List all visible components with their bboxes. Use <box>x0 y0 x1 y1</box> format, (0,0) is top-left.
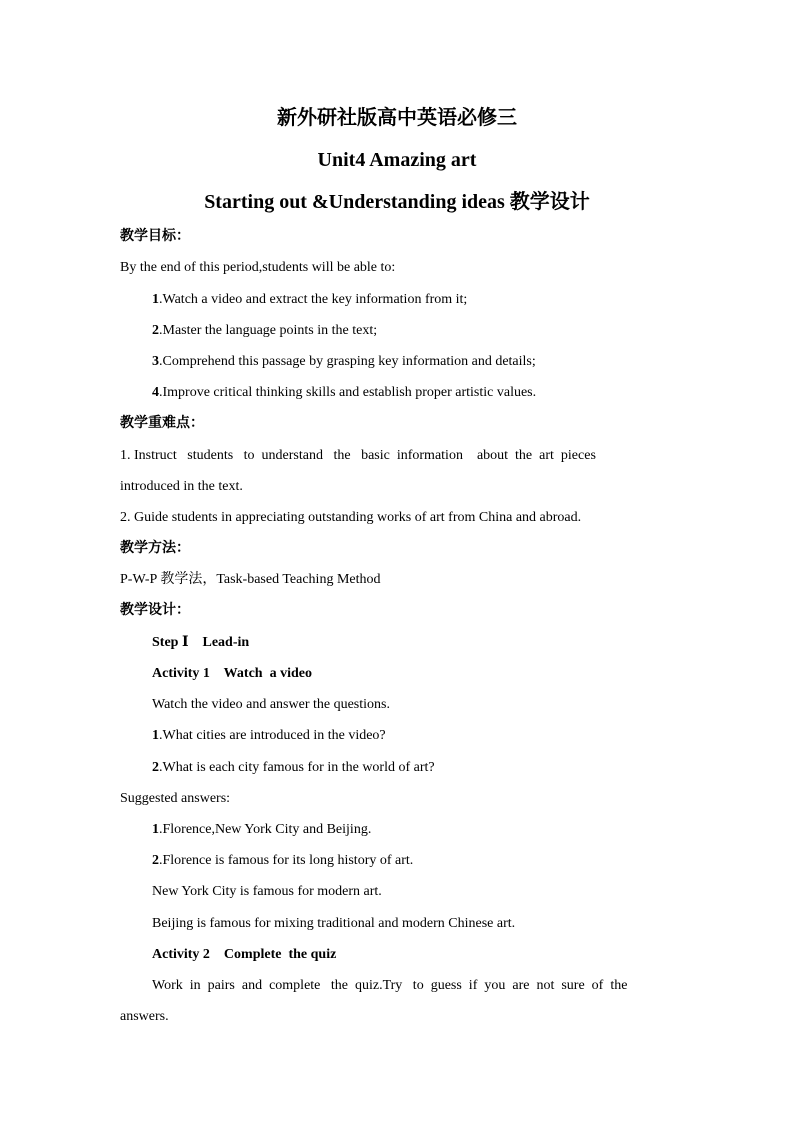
objective-item <box>152 353 536 371</box>
activity-2-instruction-line-1: Work in pairs and complete the quiz.Try to guess if you are not sure of the <box>152 978 628 993</box>
step-heading: Step Ⅰ Lead-in <box>152 635 250 650</box>
document-title-chinese: 新外研社版高中英语必修三 <box>277 107 517 129</box>
objective-number: 3 <box>152 354 159 369</box>
methods-heading: 教学方法： <box>120 541 190 556</box>
question-item <box>152 759 435 777</box>
objectives-heading: 教学目标： <box>120 229 190 244</box>
objective-text: .Watch a video and extract the key information from it; <box>159 292 468 307</box>
activity-1-heading: Activity 1 Watch a video <box>152 666 312 681</box>
objective-item <box>152 384 536 402</box>
key-point-item-2: 2. Guide students in appreciating outstanding works of art from China and abroad. <box>120 510 582 525</box>
answer-number: 1 <box>152 822 159 837</box>
activity-2-instruction-line-2: answers. <box>120 1009 169 1024</box>
activity-2-heading: Activity 2 Complete the quiz <box>152 947 337 962</box>
key-point-item-1-line-2: introduced in the text. <box>120 479 243 494</box>
answer-beijing: Beijing is famous for mixing traditional and modern Chinese art. <box>152 916 516 931</box>
objective-text: .Master the language points in the text; <box>159 323 378 338</box>
objective-item <box>152 322 377 340</box>
methods-text: P-W-P 教学法，Task-based Teaching Method <box>120 572 381 587</box>
design-heading: 教学设计： <box>120 603 190 618</box>
answer-item <box>152 852 413 870</box>
question-text: .What cities are introduced in the video? <box>159 728 386 743</box>
objectives-intro: By the end of this period,students will be able to: <box>120 260 396 275</box>
answer-text: .Florence,New York City and Beijing. <box>159 822 372 837</box>
key-points-heading: 教学重难点： <box>120 416 204 431</box>
objective-text: .Improve critical thinking skills and establish proper artistic values. <box>159 385 537 400</box>
objective-number: 2 <box>152 323 159 338</box>
objective-number: 4 <box>152 385 159 400</box>
answer-text: .Florence is famous for its long history of art. <box>159 853 414 868</box>
objective-number: 1 <box>152 292 159 307</box>
question-number: 2 <box>152 760 159 775</box>
objective-text: .Comprehend this passage by grasping key information and details; <box>159 354 536 369</box>
key-point-item-1-line-1: 1. Instruct students to understand the basic information about the art pieces <box>120 448 596 463</box>
question-text: .What is each city famous for in the world of art? <box>159 760 435 775</box>
objective-item <box>152 291 467 309</box>
document-title-unit: Unit4 Amazing art <box>317 149 477 171</box>
question-item <box>152 727 386 745</box>
answer-new-york: New York City is famous for modern art. <box>152 884 382 899</box>
activity-1-instruction: Watch the video and answer the questions. <box>152 697 390 712</box>
question-number: 1 <box>152 728 159 743</box>
answer-item <box>152 821 371 839</box>
document-title-lesson: Starting out &Understanding ideas 教学设计 <box>204 191 590 213</box>
answer-number: 2 <box>152 853 159 868</box>
suggested-answers-label: Suggested answers: <box>120 791 231 806</box>
